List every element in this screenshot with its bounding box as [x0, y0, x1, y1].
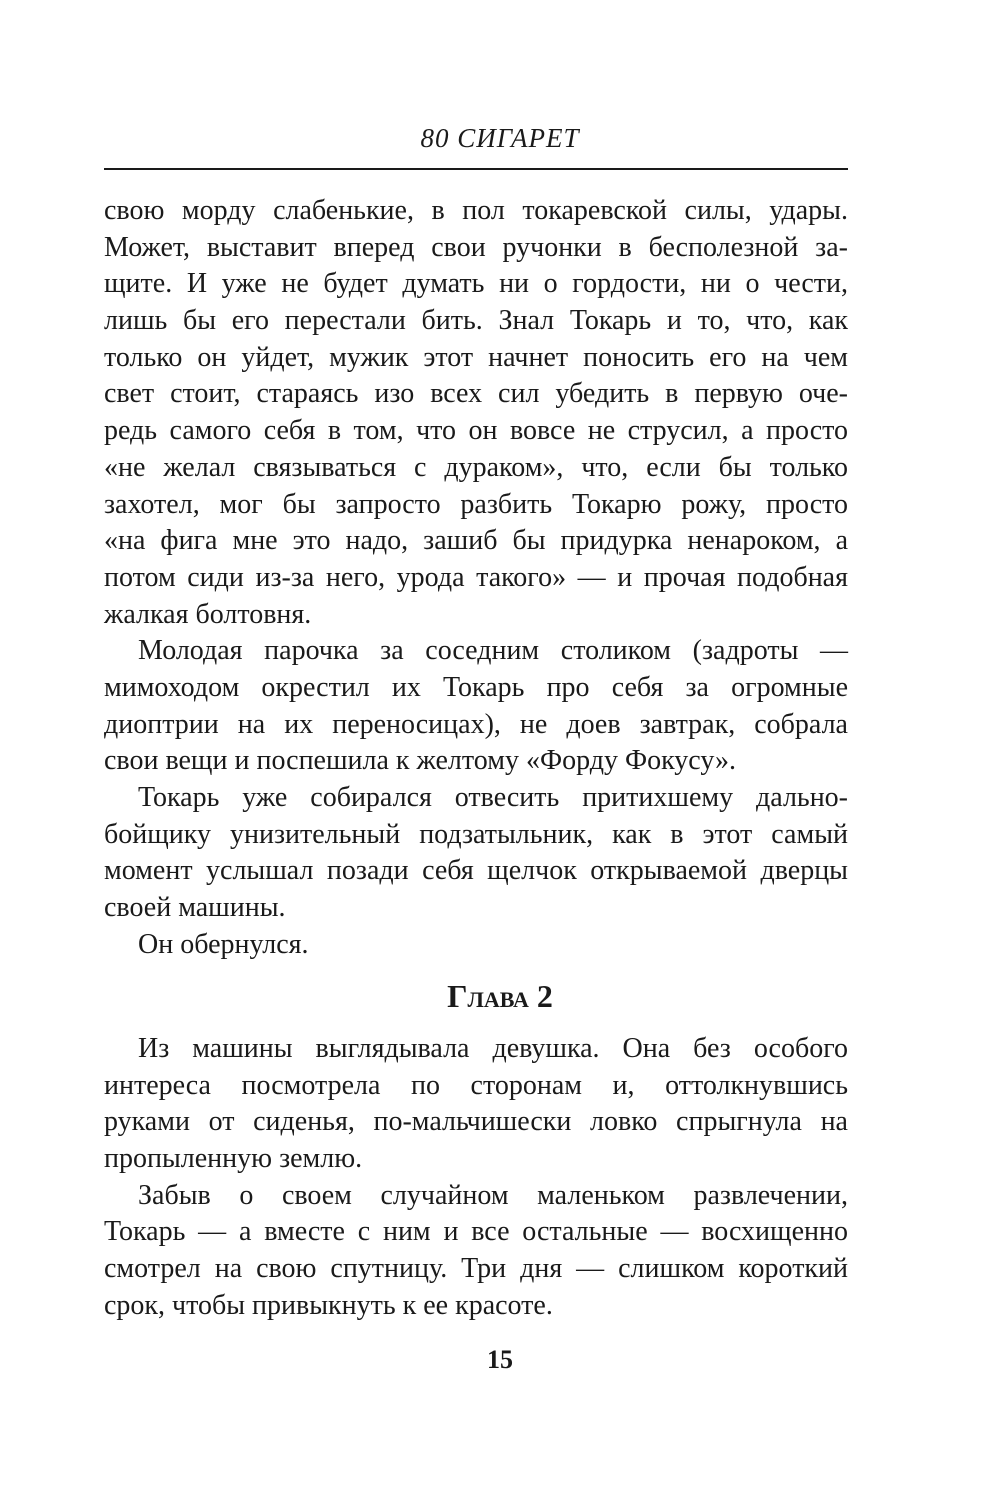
text-line: Молодая парочка за соседним столиком (задроты — — [138, 635, 848, 667]
text-line: Может, выставит вперед свои ручонки в бесполезной за- — [104, 231, 848, 263]
text-line: только он уйдет, мужик этот начнет поносить его на чем — [104, 341, 848, 373]
text-line: захотел, мог бы запросто разбить Токарю рожу, просто — [104, 488, 848, 520]
text-line: «на фига мне это надо, зашиб бы придурка ненароком, а — [104, 525, 848, 557]
text-line: момент услышал позади себя щелчок открываемой дверцы — [104, 855, 848, 887]
text-line: руками от сиденья, по-мальчишески ловко спрыгнула на — [104, 1106, 848, 1138]
text-line: свою морду слабенькие, в пол токаревской силы, удары. — [104, 195, 848, 226]
text-line: бойщику унизительный подзатыльник, как в этот самый — [104, 818, 848, 850]
text-line: мимоходом окрестил их Токарь про себя за огромные — [104, 671, 848, 703]
text-line: своей машины. — [104, 892, 286, 924]
text-line: потом сиди из-за него, урода такого» — и прочая подобная — [104, 561, 848, 593]
text-line: щите. И уже не будет думать ни о гордости, ни о чести, — [104, 268, 848, 300]
text-line: пропыленную землю. — [104, 1143, 363, 1175]
body-text-part-1 — [104, 193, 848, 963]
text-line: Токарь уже собирался отвесить притихшему дально- — [138, 782, 848, 813]
running-title: 80 СИГАРЕТ — [420, 123, 580, 153]
body-text-part-2 — [104, 1031, 848, 1325]
text-line: Токарь — а вместе с ним и все остальные — восхищенно — [104, 1216, 848, 1248]
page-number: 15 — [487, 1345, 513, 1374]
text-line: Забыв о своем случайном маленьком развлечении, — [138, 1179, 848, 1211]
text-line: лишь бы его перестали бить. Знал Токарь и то, что, как — [104, 305, 848, 337]
text-line: редь самого себя в том, что он вовсе не струсил, а просто — [104, 415, 848, 447]
text-line: Он обернулся. — [138, 928, 309, 960]
text-line: срок, чтобы привыкнуть к ее красоте. — [104, 1289, 553, 1321]
text-line: свои вещи и поспешила к желтому «Форду Фокусу». — [104, 745, 737, 777]
text-line: диоптрии на их переносицах), не доев завтрак, собрала — [104, 708, 848, 740]
text-line: жалкая болтовня. — [104, 598, 312, 630]
header-rule — [104, 168, 848, 170]
text-line: Из машины выглядывала девушка. Она без особого — [138, 1033, 848, 1064]
text-line: свет стоит, стараясь изо всех сил убедить в первую оче- — [104, 378, 848, 410]
text-line: интереса посмотрела по сторонам и, оттолкнувшись — [104, 1069, 848, 1101]
chapter-title: Глава 2 — [447, 978, 553, 1014]
text-line: «не желал связываться с дураком», что, если бы только — [104, 451, 848, 483]
text-line: смотрел на свою спутницу. Три дня — слишком короткий — [104, 1253, 848, 1285]
